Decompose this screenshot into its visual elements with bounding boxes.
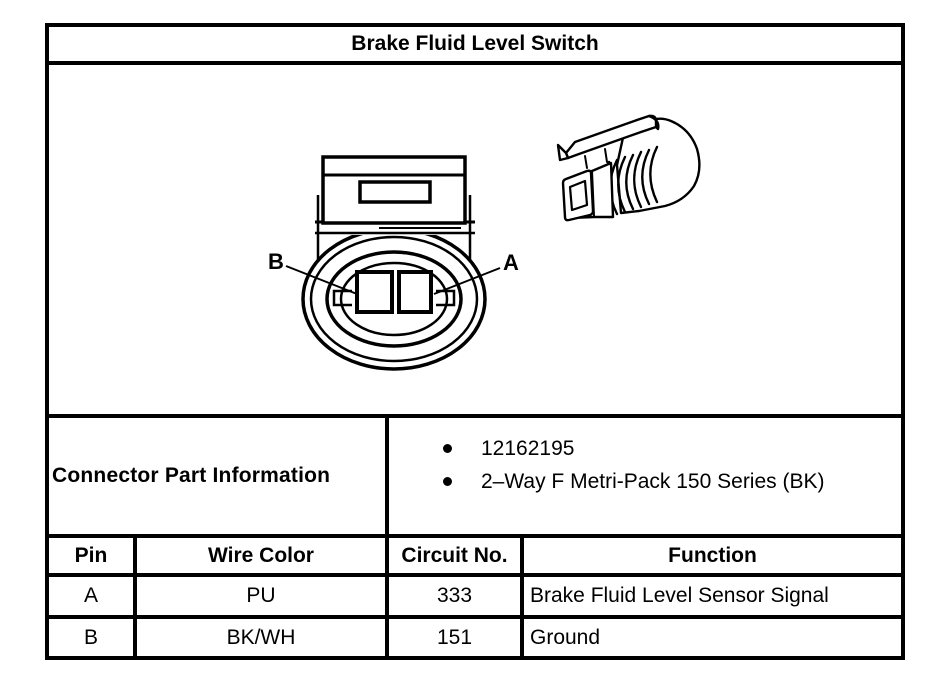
side-view-lever-fork	[558, 145, 568, 160]
header-pin: Pin	[49, 538, 137, 573]
pin-cavity-b	[357, 272, 392, 312]
bullet-icon	[443, 444, 452, 453]
lock-cap-window	[360, 182, 430, 202]
pin-label-b: B	[268, 249, 284, 274]
header-circuit-no: Circuit No.	[389, 538, 524, 573]
circuit-no-cell: 151	[389, 619, 524, 656]
side-view-terminal-face	[563, 171, 593, 220]
leader-line-a	[434, 268, 500, 294]
circuit-no-cell: 333	[389, 577, 524, 615]
side-connector-view	[558, 116, 699, 220]
index-slot-left	[334, 291, 352, 305]
connector-info-table	[45, 23, 905, 660]
part-description: 2–Way F Metri-Pack 150 Series (BK)	[481, 469, 825, 493]
list-item	[389, 432, 901, 465]
list-item	[389, 465, 901, 498]
function-cell: Brake Fluid Level Sensor Signal	[530, 584, 829, 607]
page-title: Brake Fluid Level Switch	[351, 32, 599, 55]
pin-cell: B	[49, 619, 137, 656]
connector-part-info-values	[389, 418, 901, 534]
wire-color-cell: BK/WH	[137, 619, 389, 656]
table-row-pin-a	[49, 577, 901, 619]
pin-cavity-a	[399, 272, 431, 312]
connector-part-info-row	[49, 418, 901, 538]
connector-part-info-list	[389, 432, 901, 498]
table-row-pin-b	[49, 619, 901, 656]
connector-part-info-label: Connector Part Information	[49, 418, 389, 534]
header-wire-color: Wire Color	[137, 538, 389, 573]
header-function: Function	[668, 543, 757, 567]
bullet-icon	[443, 477, 452, 486]
part-number: 12162195	[481, 436, 575, 460]
pin-table-header-row	[49, 538, 901, 577]
connector-diagram	[49, 65, 901, 414]
front-connector-view	[286, 157, 500, 369]
pin-label-a: A	[503, 250, 519, 275]
title-row	[49, 27, 901, 65]
wire-color-cell: PU	[137, 577, 389, 615]
connector-diagram-row	[49, 65, 901, 418]
pin-cell: A	[49, 577, 137, 615]
function-cell: Ground	[530, 625, 601, 649]
